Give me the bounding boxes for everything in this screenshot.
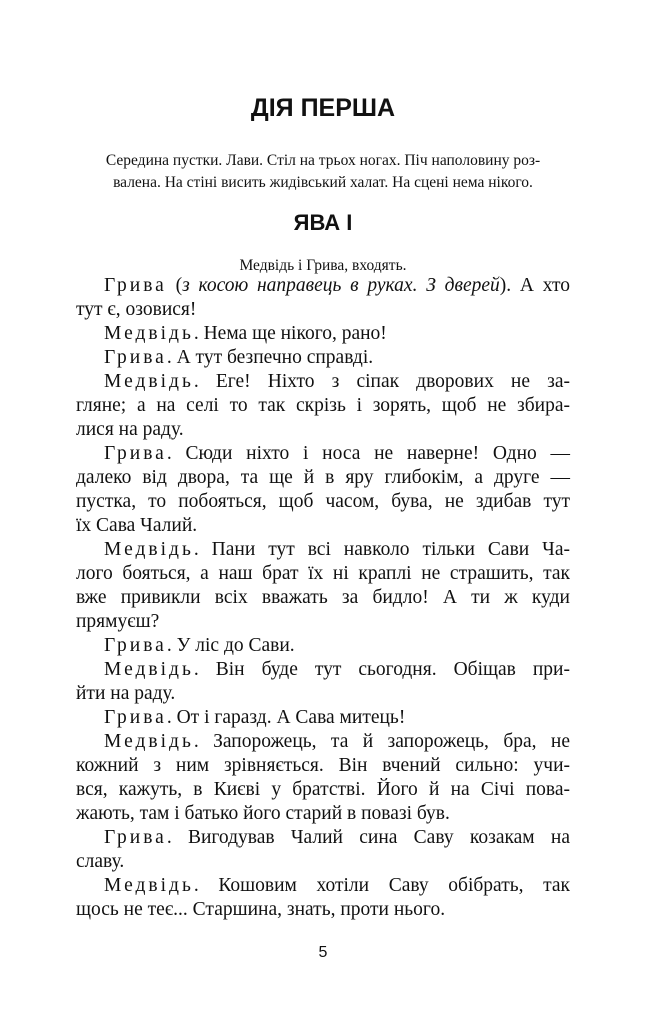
line-text: . Кошовим хотіли Саву обібрать, так bbox=[193, 875, 570, 896]
act-title: ДІЯ ПЕРША bbox=[250, 94, 396, 122]
text-line bbox=[76, 346, 570, 370]
text-line bbox=[76, 298, 570, 322]
line-text: лого бояться, а наш брат їх ні краплі не страшить, так bbox=[76, 563, 570, 584]
line-text: кожний з ним зрівняється. Він вчений сильно: учи- bbox=[76, 755, 570, 776]
text-line bbox=[76, 802, 570, 826]
line-text: пустка, то побояться, щоб часом, бува, не здибав тут bbox=[76, 491, 570, 512]
line-text: . Еге! Ніхто з сіпак дворових не за- bbox=[193, 371, 570, 392]
line-text: славу. bbox=[76, 851, 125, 872]
text-line bbox=[76, 394, 570, 418]
line-text: . Запорожець, та й запорожець, бра, не bbox=[193, 731, 570, 752]
stage-direction-line: валена. На стіні висить жидівський халат. На сцені нема нікого. bbox=[113, 174, 533, 191]
text-line bbox=[76, 538, 570, 562]
text-line bbox=[76, 514, 570, 538]
text-line bbox=[76, 610, 570, 634]
speaker-name: Грива bbox=[104, 635, 167, 656]
text-line bbox=[76, 586, 570, 610]
text-line bbox=[76, 322, 570, 346]
speaker-name: Грива bbox=[104, 347, 167, 368]
text-line bbox=[76, 730, 570, 754]
speaker-name: Медвідь bbox=[104, 539, 194, 560]
speaker-name: Грива bbox=[104, 707, 167, 728]
text-line bbox=[76, 466, 570, 490]
speaker-name: Медвідь bbox=[104, 731, 194, 752]
text-line bbox=[76, 490, 570, 514]
speaker-name: Грива bbox=[104, 443, 167, 464]
text-line bbox=[76, 898, 570, 922]
line-text: . А тут безпечно справді. bbox=[166, 347, 374, 368]
stage-remark: з косою направець в руках. З дверей bbox=[182, 275, 500, 296]
stage-direction bbox=[76, 150, 570, 194]
speaker-name: Медвідь bbox=[104, 323, 194, 344]
line-text: вся, кажуть, в Києві у братстві. Його й на Січі пова- bbox=[76, 779, 570, 800]
line-text: прямуєш? bbox=[76, 611, 160, 632]
line-text: . У ліс до Сави. bbox=[166, 635, 295, 656]
book-page bbox=[76, 0, 570, 1024]
text-line bbox=[76, 754, 570, 778]
text-line bbox=[76, 874, 570, 898]
line-text: . Пани тут всі навколо тільки Сави Ча- bbox=[193, 539, 570, 560]
line-text: тут є, озовися! bbox=[76, 299, 197, 320]
line-text: . Він буде тут сьогодня. Обіщав при- bbox=[193, 659, 570, 680]
line-text: жають, там і батько його старий в повазі був. bbox=[76, 803, 450, 824]
text-line bbox=[76, 778, 570, 802]
text-line bbox=[76, 418, 570, 442]
speaker-name: Медвідь bbox=[104, 875, 194, 896]
page-number: 5 bbox=[318, 944, 328, 961]
text-line bbox=[76, 442, 570, 466]
text-line bbox=[76, 562, 570, 586]
line-text: далеко від двора, та ще й в яру глибокім, а друге — bbox=[76, 467, 570, 488]
stage-direction-line: Середина пустки. Лави. Стіл на трьох ногах. Піч наполовину роз- bbox=[105, 152, 541, 169]
text-line bbox=[76, 682, 570, 706]
text-line bbox=[76, 706, 570, 730]
text-line bbox=[76, 274, 570, 298]
line-text: йти на раду. bbox=[76, 683, 176, 704]
line-text: . От і гаразд. А Сава митець! bbox=[166, 707, 406, 728]
text-line bbox=[76, 370, 570, 394]
line-text: ( bbox=[166, 275, 183, 296]
line-text: . Сюди ніхто і носа не наверне! Одно — bbox=[166, 443, 570, 464]
line-text: щось не теє... Старшина, знать, проти нього. bbox=[76, 899, 446, 920]
text-line bbox=[76, 658, 570, 682]
text-line bbox=[76, 634, 570, 658]
line-text: вже привикли всіх вважать за бидло! А ти ж куди bbox=[76, 587, 570, 608]
text-line bbox=[76, 826, 570, 850]
line-text: їх Сава Чалий. bbox=[76, 515, 198, 536]
speaker-name: Грива bbox=[104, 827, 167, 848]
scene-note: Медвідь і Грива, входять. bbox=[239, 257, 407, 274]
speaker-name: Медвідь bbox=[104, 371, 194, 392]
dialogue bbox=[76, 274, 570, 922]
speaker-name: Медвідь bbox=[104, 659, 194, 680]
line-text: лися на раду. bbox=[76, 419, 184, 440]
line-text: . Вигодував Чалий сина Саву козакам на bbox=[166, 827, 570, 848]
text-line bbox=[76, 850, 570, 874]
line-text: гляне; а на селі то так скрізь і зорять, щоб не збира- bbox=[76, 395, 570, 416]
line-text: . Нема ще нікого, рано! bbox=[193, 323, 387, 344]
scene-title: ЯВА І bbox=[293, 210, 353, 235]
speaker-name: Грива bbox=[104, 275, 167, 296]
line-text: ). А хто bbox=[499, 275, 570, 296]
